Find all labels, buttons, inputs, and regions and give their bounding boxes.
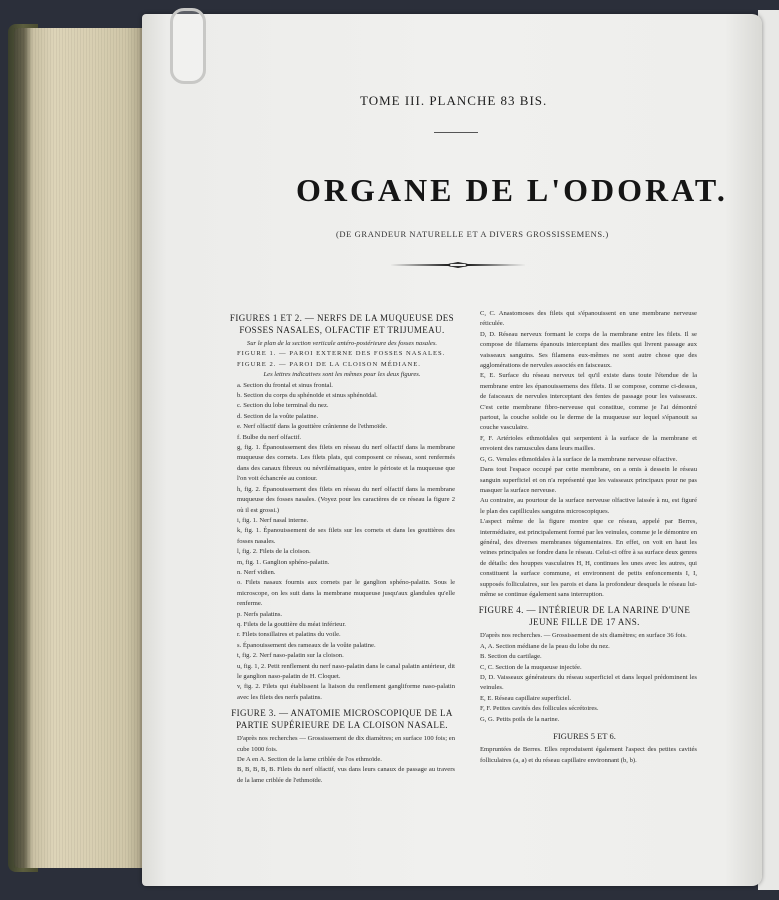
left-legend-list — [229, 381, 455, 704]
legend-item: F, F. Artérioles ethmoïdales qui serpentent à la surface de la membrane et envoient des ramuscules dans leurs mailles. — [480, 434, 697, 453]
legend-item: A, A. Section médiane de la peau du lobe du nez. — [480, 642, 610, 650]
fig5-text: Empruntées de Berres. Elles reproduisent également l'aspect des petites cavités folliculaires (a, a) et du réseau capillaire environnant (b, b). — [480, 746, 697, 764]
fig3-legend-list — [229, 734, 455, 786]
intro-text: Sur le plan de la section verticale antéro-postérieure des fosses nasales. — [246, 340, 438, 347]
legend-item: C, C. Section de la muqueuse injectée. — [480, 663, 582, 671]
section-heading-fig1-2: FIGURES 1 ET 2. — NERFS DE LA MUQUEUSE DES FOSSES NASALES, OLFACTIF ET TRIJUMEAU. — [229, 313, 455, 335]
letters-note: Les lettres indicatives sont les mêmes pour les deux figures. — [263, 371, 421, 379]
section-heading-fig4: FIGURE 4. — INTÉRIEUR DE LA NARINE D'UNE JEUNE FILLE DE 17 ANS. — [478, 605, 691, 628]
legend-item: g, fig. 1. Épanouissement des filets en réseau du nerf olfactif dans la membrane muqueuse des cornets. Les filets plats, qui composent ce réseau, sont renfermés dans des canaux fibreux ou névrilématiques, entre le périoste et la muqueuse que l'on voit échancrée au contour. — [237, 444, 455, 483]
legend-item: F, F. Petites cavités des follicules sécrétoires. — [480, 705, 599, 713]
legend-item: q. Filets de la gouttière du méat inférieur. — [237, 620, 346, 628]
left-column — [229, 308, 455, 786]
legend-item: De A en A. Section de la lame criblée de l'os ethmoïde. — [237, 756, 382, 764]
figure1-caption: FIGURE 1. — PAROI EXTERNE DES FOSSES NASALES. — [237, 350, 446, 358]
legend-item: b. Section du corps du sphénoïde et sinus sphénoïdal. — [237, 392, 378, 400]
plate-header: TOME III. PLANCHE 83 BIS. — [360, 93, 548, 108]
legend-item: u, fig. 1, 2. Petit renflement du nerf naso-palatin dans le canal palatin antérieur, dit le ganglion naso-palatin de H. Cloquet. — [237, 662, 455, 680]
legend-item: c. Section du lobe terminal du nez. — [237, 402, 329, 410]
legend-item: h, fig. 2. Épanouissement des filets en réseau du nerf olfactif dans la membrane muqueuse des fosses nasales. (Voyez pour les caractères de ce réseau la figure 2 où il est grossi.) — [237, 485, 455, 514]
header-rule — [434, 132, 478, 133]
legend-item: a. Section du frontal et sinus frontal. — [237, 381, 333, 389]
section-heading-fig3: FIGURE 3. — ANATOMIE MICROSCOPIQUE DE LA PARTIE SUPÉRIEURE DE LA CLOISON NASALE. — [231, 708, 453, 731]
legend-item: n. Nerf vidien. — [237, 568, 276, 576]
legend-item: E, E. Surface du réseau nerveux tel qu'il existe dans toute l'étendue de la membrane entre les épanouissemens des filets. Il se compose, comme ci-dessus, de faisceaux de nervules interceptant des fentes de passage pour les vaisseaux. C'est cette membrane fibro-nerveuse qui constitue, comme je l'ai démontré partout, la couche solide ou le derme de la muqueuse sur lequel s'épanouit sa couche vasculaire. — [480, 372, 697, 432]
section-heading-fig5-6: FIGURES 5 ET 6. — [553, 731, 616, 742]
legend-item: k, fig. 1. Épanouissement de ses filets sur les cornets et dans les gouttières des fosses nasales. — [237, 527, 455, 545]
page-subtitle: (DE GRANDEUR NATURELLE ET A DIVERS GROSSISSEMENS.) — [336, 229, 609, 239]
legend-item: l, fig. 2. Filets de la cloison. — [237, 548, 311, 556]
page-title: ORGANE DE L'ODORAT. — [296, 172, 728, 208]
legend-item: C, C. Anastomoses des filets qui s'épanouissent en une membrane nerveuse réticulée. — [480, 310, 697, 328]
right-column — [472, 309, 697, 766]
legend-item: p. Nerfs palatins. — [237, 610, 283, 618]
legend-item: B, B, B, B, B. Filets du nerf olfactif, vus dans leurs canaux de passage au travers de la lame criblée de l'ethmoïde. — [237, 766, 455, 784]
legend-item: t, fig. 2. Nerf naso-palatin sur la cloison. — [237, 652, 344, 660]
legend-item: E, E. Réseau capillaire superficiel. — [480, 694, 571, 702]
legend-item: G, G. Petits poils de la narine. — [480, 715, 560, 723]
legend-item: D'après nos recherches — Grossissement de dix diamètres; en surface 100 fois; en cube 1000 fois. — [237, 735, 455, 753]
fig4-legend-list — [472, 631, 697, 725]
figure2-caption: FIGURE 2. — PAROI DE LA CLOISON MÉDIANE. — [237, 360, 421, 368]
legend-item: d. Section de la voûte palatine. — [237, 412, 319, 420]
ornament-divider — [390, 261, 526, 269]
right-legend-list — [472, 309, 697, 600]
book-page-edges — [14, 28, 146, 868]
legend-item: f. Bulbe du nerf olfactif. — [237, 433, 302, 441]
legend-item: D'après nos recherches. — Grossissement de six diamètres; en surface 36 fois. — [480, 632, 687, 640]
legend-item: B. Section du cartilage. — [480, 653, 542, 661]
legend-item: D, D. Réseau nerveux formant le corps de la membrane entre les filets. Il se compose de filamens épanouis interceptant des mailles qui livrent passage aux vaisseaux sanguins. Ses filamens eux-mêmes ne sont autre chose que des agglomérations de nervules associés en faisceaux. — [480, 330, 697, 370]
legend-item: r. Filets tonsillaires et palatins du voile. — [237, 631, 341, 639]
legend-item: G, G. Venules ethmoïdales à la surface de la membrane nerveuse olfactive. — [480, 455, 678, 463]
page-clip — [170, 8, 206, 84]
legend-item: o. Filets nasaux fournis aux cornets par le ganglion sphéno-palatin. Sous le microscope, on les suit dans la membrane muqueuse jusqu'aux glandules qu'elle renferme. — [237, 579, 455, 608]
legend-item: D, D. Vaisseaux générateurs du réseau superficiel et dans lequel prédominent les veinules. — [480, 674, 697, 692]
legend-item: Au contraire, au pourtour de la surface nerveuse olfactive laissée à nu, est figuré le plan des capillicules sanguins microscopiques. — [480, 497, 697, 515]
legend-item: m, fig. 1. Ganglion sphéno-palatin. — [237, 558, 330, 566]
legend-item: i, fig. 1. Nerf nasal interne. — [237, 516, 309, 524]
legend-item: s. Épanouissement des rameaux de la voûte palatine. — [237, 641, 376, 649]
legend-item: e. Nerf olfactif dans la gouttière crânienne de l'ethmoïde. — [237, 423, 388, 431]
legend-item: Dans tout l'espace occupé par cette membrane, on a omis à dessein le réseau sanguin superficiel et on n'a représenté que les vaisseaux principaux pour ne pas masquer la surface nerveuse. — [480, 466, 697, 494]
legend-item: L'aspect même de la figure montre que ce réseau, appelé par Berres, intermédiaire, est principalement formé par les veinules, comme je le démontre en général, des diverses membranes tégumentaires. En effet, on voit en haut les veines principales se fondre dans le réseau. Celui-ci offre à sa surface deux genres de détails: des houppes vasculaires H, H, continues les unes avec les autres, qui constituent la surface commune, et environnent de petits enfoncements I, I, supposés folliculaires, sur les parois et dans la profondeur desquels le réseau lui-même se continue également sans interruption. — [480, 518, 697, 598]
legend-item: v, fig. 2. Filets qui établissent la liaison du renflement gangliforme naso-palatin avec les filets des nerfs palatins. — [237, 683, 455, 701]
